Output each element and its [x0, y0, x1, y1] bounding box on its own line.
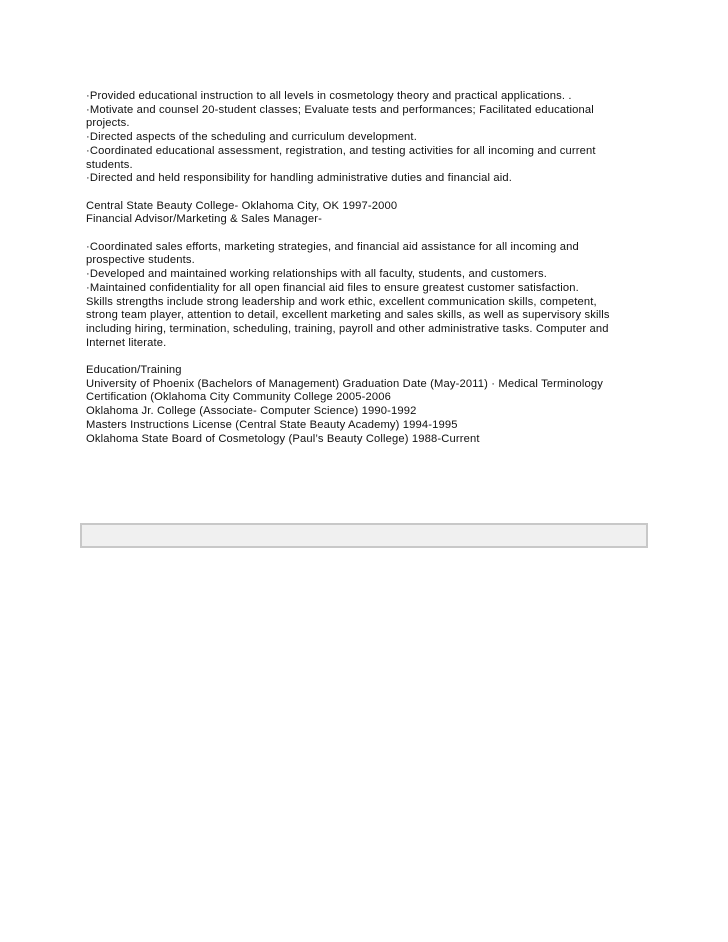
bullet-line: ·Directed and held responsibility for handling administrative duties and financial aid. — [86, 172, 512, 185]
bullet-line: prospective students. — [86, 254, 195, 267]
footer-box — [80, 523, 648, 548]
skills-line: Skills strengths include strong leadership and work ethic, excellent communication skills, competent, — [86, 295, 597, 308]
education-line: Masters Instructions License (Central State Beauty Academy) 1994-1995 — [86, 418, 458, 431]
bullet-line: ·Directed aspects of the scheduling and curriculum development. — [86, 131, 417, 144]
bullet-line: ·Developed and maintained working relationships with all faculty, students, and customers. — [86, 268, 548, 281]
employer-line: Central State Beauty College- Oklahoma City, OK 1997-2000 — [86, 199, 398, 212]
job-header — [86, 200, 646, 227]
bullet-line: ·Coordinated educational assessment, registration, and testing activities for all incoming and current — [86, 144, 596, 157]
job-title-line: Financial Advisor/Marketing & Sales Manager- — [86, 213, 323, 226]
bullet-line: ·Coordinated sales efforts, marketing strategies, and financial aid assistance for all incoming and — [86, 240, 579, 253]
responsibilities-list-2 — [86, 241, 646, 351]
resume-body — [86, 90, 646, 446]
education-line: University of Phoenix (Bachelors of Management) Graduation Date (May-2011) · Medical Terminology — [86, 377, 604, 390]
skills-line: including hiring, termination, scheduling, training, payroll and other administrative tasks. Computer and — [86, 322, 609, 335]
bullet-line: ·Motivate and counsel 20-student classes; Evaluate tests and performances; Facilitated educational — [86, 103, 594, 116]
spacer — [86, 350, 646, 364]
education-heading: Education/Training — [86, 364, 182, 377]
bullet-line: students. — [86, 158, 133, 171]
spacer — [86, 186, 646, 200]
responsibilities-list-1 — [86, 90, 646, 186]
education-line: Oklahoma Jr. College (Associate- Computer Science) 1990-1992 — [86, 405, 417, 418]
skills-line: Internet literate. — [86, 336, 167, 349]
education-section — [86, 364, 646, 446]
bullet-line: ·Provided educational instruction to all levels in cosmetology theory and practical applications. . — [86, 90, 572, 102]
education-line: Certification (Oklahoma City Community College 2005-2006 — [86, 391, 391, 404]
bullet-line: ·Maintained confidentiality for all open financial aid files to ensure greatest customer satisfaction. — [86, 281, 579, 294]
bullet-line: projects. — [86, 117, 130, 130]
spacer — [86, 227, 646, 241]
education-line: Oklahoma State Board of Cosmetology (Paul’s Beauty College) 1988-Current — [86, 432, 480, 445]
skills-line: strong team player, attention to detail, excellent marketing and sales skills, as well as supervisory skills — [86, 309, 610, 322]
